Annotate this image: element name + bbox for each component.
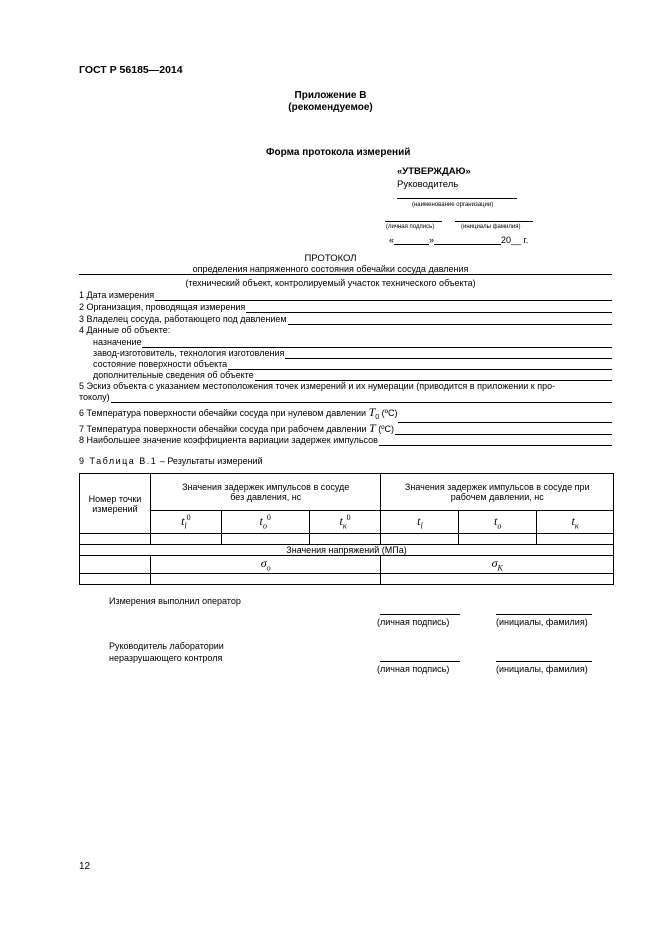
field-manufacturer-blank xyxy=(285,349,612,359)
field-additional-info-blank xyxy=(255,371,612,381)
lab-head-label-line1: Руководитель лаборатории xyxy=(109,641,224,651)
page-number: 12 xyxy=(79,861,91,872)
symbol-subscript-o: о xyxy=(266,563,271,573)
table-cell[interactable] xyxy=(80,534,151,545)
organization-line xyxy=(397,198,517,199)
field-vessel-owner-blank xyxy=(288,315,612,325)
lab-head-initials-caption: (инициалы, фамилия) xyxy=(496,664,588,674)
appendix-status: (рекомендуемое) xyxy=(288,102,373,113)
symbol-sigma-o xyxy=(150,556,381,574)
field-purpose xyxy=(79,337,612,348)
symbol-superscript-zero: 0 xyxy=(266,513,271,523)
table-header-row xyxy=(80,474,614,511)
lab-head-signature-line xyxy=(380,661,460,662)
lab-head-initials-line xyxy=(496,661,592,662)
temp-symbol: T xyxy=(368,405,376,419)
field-organization-blank xyxy=(246,303,612,313)
approver-initials-caption: (инициалы фамилия) xyxy=(461,224,521,230)
table-cell xyxy=(80,556,151,574)
symbol-t: t xyxy=(181,514,185,529)
head-label: Руководитель xyxy=(397,179,459,190)
field-variation-coefficient xyxy=(79,435,612,446)
table-cell[interactable] xyxy=(381,574,614,585)
symbol-t-k xyxy=(537,511,614,534)
lab-head-label xyxy=(109,640,224,664)
appendix-label: Приложение В xyxy=(294,90,367,101)
operator-signature-line xyxy=(380,614,460,615)
field-sketch-line2 xyxy=(79,392,612,403)
symbol-t: t xyxy=(259,514,263,529)
field-temp-zero-text: 6 Температура поверхности обечайки сосуда при нулевом давлении xyxy=(79,408,369,418)
symbol-subscript-o: о xyxy=(497,521,502,531)
field-temp-working-label xyxy=(79,423,394,435)
operator-initials-caption: (инициалы, фамилия) xyxy=(496,617,588,627)
symbol-t: t xyxy=(494,513,498,528)
table-cell[interactable] xyxy=(221,534,309,545)
symbol-t-o-zero xyxy=(221,511,309,534)
field-object-data-label: 4 Данные об объекте: xyxy=(79,325,171,335)
field-measurement-date-blank xyxy=(155,291,612,301)
field-manufacturer xyxy=(79,348,612,359)
lab-head-label-line2: неразрушающего контроля xyxy=(109,653,223,663)
table-row xyxy=(80,534,614,545)
protocol-subject-line xyxy=(79,274,612,275)
symbol-sigma: σ xyxy=(260,556,267,571)
field-purpose-blank xyxy=(142,338,612,348)
field-organization xyxy=(79,302,612,313)
field-temp-zero-label xyxy=(79,407,397,423)
field-surface-state-label: состояние поверхности объекта xyxy=(93,359,228,369)
approval-date xyxy=(389,235,528,245)
table-caption-text: – Результаты измерений xyxy=(157,456,263,466)
symbol-subscript-o: о xyxy=(262,521,267,531)
operator-signature-caption: (личная подпись) xyxy=(377,617,450,627)
temp-unit: (ºС) xyxy=(379,408,398,418)
date-quote-close: » xyxy=(429,235,435,245)
field-vessel-owner xyxy=(79,314,612,325)
lab-head-signature-caption: (личная подпись) xyxy=(377,664,450,674)
field-surface-state-blank xyxy=(228,360,612,370)
symbol-sigma: σ xyxy=(491,556,498,571)
table-cell[interactable] xyxy=(80,574,151,585)
symbol-t-o xyxy=(459,511,537,534)
field-purpose-label: назначение xyxy=(93,337,142,347)
date-month-blank xyxy=(434,235,501,245)
table-row xyxy=(80,574,614,585)
symbol-t: t xyxy=(417,513,421,528)
stress-values-title: Значения напряжений (МПа) xyxy=(80,545,614,556)
appendix-title xyxy=(0,90,661,114)
field-surface-state xyxy=(79,359,612,370)
symbol-sigma-k xyxy=(381,556,614,574)
date-year: 20__ г. xyxy=(501,235,529,245)
field-measurement-date xyxy=(79,290,612,301)
document-code: ГОСТ Р 56185—2014 xyxy=(79,64,183,76)
operator-label: Измерения выполнил оператор xyxy=(109,596,241,606)
date-quote-open: « xyxy=(389,235,395,245)
symbol-t: t xyxy=(571,513,575,528)
symbol-t-k-zero xyxy=(309,511,381,534)
temp-working-unit: (ºС) xyxy=(375,424,394,434)
measurement-table xyxy=(79,473,614,585)
temp-symbol-subscript: 0 xyxy=(375,413,380,421)
field-temp-zero xyxy=(79,407,612,423)
field-variation-coefficient-blank xyxy=(379,436,612,446)
table-cell[interactable] xyxy=(150,534,221,545)
field-temp-zero-blank xyxy=(398,413,612,423)
symbol-subscript-k: к xyxy=(342,521,347,531)
field-vessel-owner-label: 3 Владелец сосуда, работающего под давлением xyxy=(79,314,287,324)
field-sketch-label-cont: токолу) xyxy=(79,392,110,402)
field-manufacturer-label: завод-изготовитель, технология изготовления xyxy=(93,348,285,358)
approver-signature-line xyxy=(385,221,442,222)
header-delay-working: Значения задержек импульсов в сосуде при рабочем давлении, нс xyxy=(381,474,614,511)
symbol-superscript-zero: 0 xyxy=(186,513,191,523)
table-cell[interactable] xyxy=(309,534,381,545)
table-cell[interactable] xyxy=(459,534,537,545)
table-caption-number: 9 Таблица В.1 xyxy=(79,456,158,466)
field-additional-info xyxy=(79,370,612,381)
protocol-title: ПРОТОКОЛ xyxy=(304,253,357,264)
symbol-t-l xyxy=(381,511,459,534)
table-cell[interactable] xyxy=(537,534,614,545)
field-measurement-date-label: 1 Дата измерения xyxy=(79,290,155,300)
symbol-subscript-k: К xyxy=(497,563,503,573)
field-sketch-label: 5 Эскиз объекта с указанием местоположения точек измерений и их нумерации (приводится в приложении к про- xyxy=(79,381,556,391)
field-sketch-blank xyxy=(111,393,612,403)
table-cell[interactable] xyxy=(150,574,381,585)
symbol-subscript-l: l xyxy=(184,521,187,531)
approver-signature-caption: (личная подпись) xyxy=(386,224,435,230)
temp-working-symbol: T xyxy=(369,421,376,435)
approve-label: «УТВЕРЖДАЮ» xyxy=(397,166,471,177)
field-sketch-line1 xyxy=(79,381,612,392)
operator-initials-line xyxy=(496,614,592,615)
date-day-blank xyxy=(394,235,429,245)
field-temp-working xyxy=(79,423,612,435)
header-delay-zero: Значения задержек импульсов в сосуде без давления, нс xyxy=(150,474,381,511)
organization-caption: (наименование организации) xyxy=(412,202,494,208)
symbol-t-l-zero xyxy=(150,511,221,534)
table-sigma-row xyxy=(80,556,614,574)
symbol-t: t xyxy=(339,514,343,529)
header-point-number: Номер точки измерений xyxy=(80,474,151,534)
table-caption xyxy=(79,456,263,466)
table-cell[interactable] xyxy=(381,534,459,545)
field-temp-working-text: 7 Температура поверхности обечайки сосуда при рабочем давлении xyxy=(79,424,370,434)
table-symbol-row xyxy=(80,511,614,534)
protocol-subject: определения напряженного состояния обечайки сосуда давления xyxy=(192,264,469,274)
field-variation-coefficient-label: 8 Наибольшее значение коэффициента вариации задержек импульсов xyxy=(79,435,378,445)
protocol-subject-caption: (технический объект, контролируемый участок технического объекта) xyxy=(185,278,476,288)
symbol-subscript-l: l xyxy=(420,521,423,531)
approver-initials-line xyxy=(455,221,533,222)
table-stress-title-row xyxy=(80,545,614,556)
field-temp-working-blank xyxy=(395,425,612,435)
symbol-subscript-k: к xyxy=(574,521,579,531)
symbol-superscript-zero: 0 xyxy=(346,513,351,523)
form-title: Форма протокола измерений xyxy=(266,147,411,158)
field-organization-label: 2 Организация, проводящая измерения xyxy=(79,302,246,312)
field-additional-info-label: дополнительные сведения об объекте xyxy=(93,370,254,380)
field-object-data xyxy=(79,325,612,336)
